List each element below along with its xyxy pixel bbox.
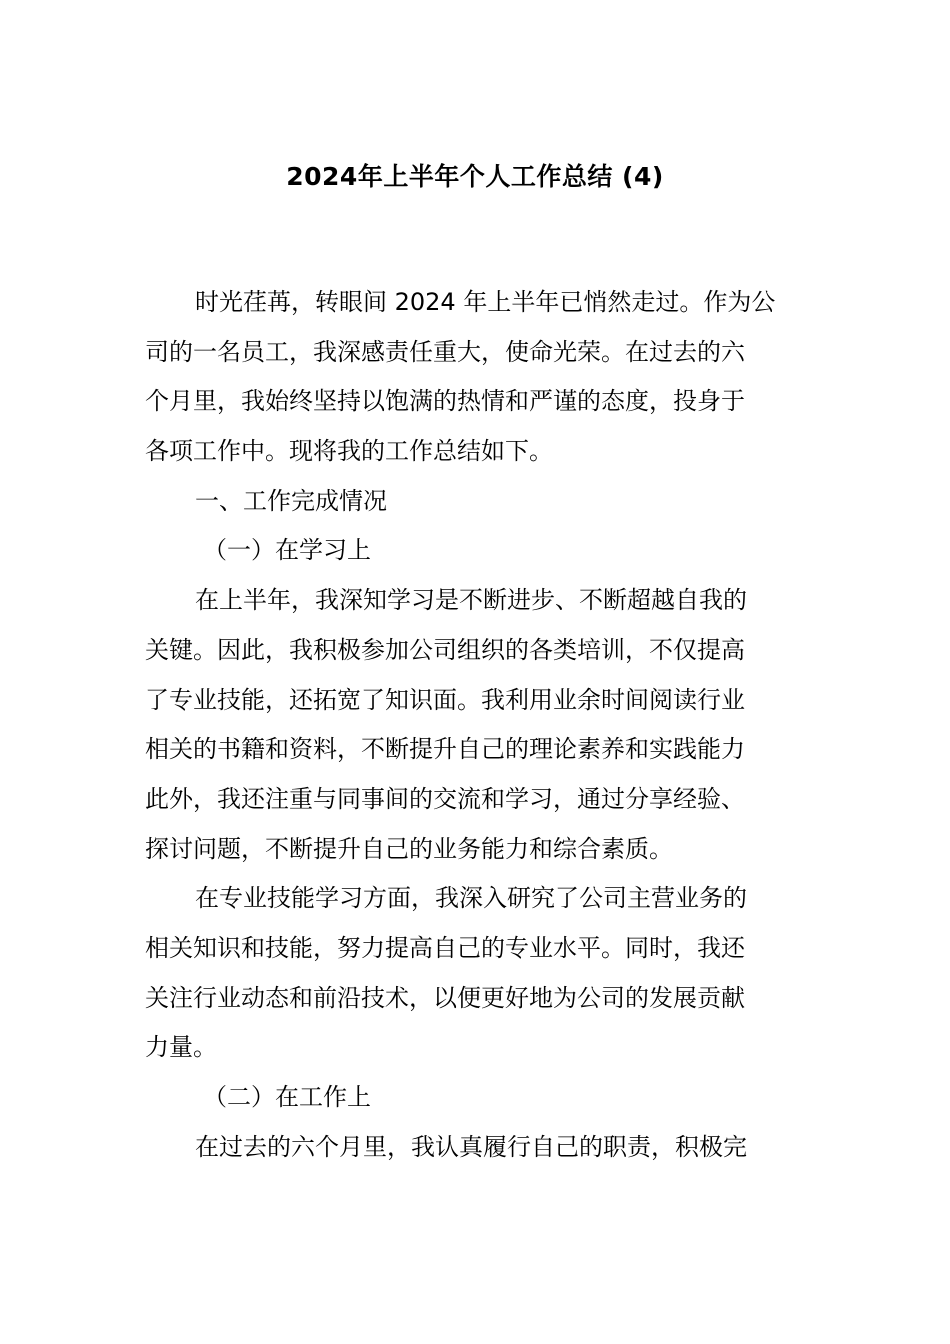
section-heading: 一、工作完成情况 [195, 486, 387, 515]
paragraph-line: 在专业技能学习方面，我深入研究了公司主营业务的 [195, 884, 747, 913]
paragraph-line: 了专业技能，还拓宽了知识面。我利用业余时间阅读行业 [145, 685, 745, 714]
paragraph-line: 各项工作中。现将我的工作总结如下。 [145, 437, 553, 466]
paragraph-line: 司的一名员工，我深感责任重大，使命光荣。在过去的六 [145, 337, 745, 366]
paragraph-line: 关键。因此，我积极参加公司组织的各类培训，不仅提高 [145, 635, 745, 664]
paragraph-line: 相关知识和技能，努力提高自己的专业水平。同时，我还 [145, 933, 745, 962]
subsection-heading: （一）在学习上 [203, 536, 371, 565]
document-title: 2024年上半年个人工作总结 (4) [286, 162, 664, 191]
document-body [145, 278, 809, 1172]
paragraph-line: 关注行业动态和前沿技术，以便更好地为公司的发展贡献 [145, 983, 745, 1012]
paragraph-line: 个月里，我始终坚持以饱满的热情和严谨的态度，投身于 [145, 387, 745, 416]
paragraph-line: 探讨问题，不断提升自己的业务能力和综合素质。 [145, 834, 673, 863]
paragraph-line: 时光荏苒，转眼间 2024 年上半年已悄然走过。作为公 [195, 288, 776, 316]
subsection-heading: （二）在工作上 [203, 1083, 371, 1111]
paragraph-line: 在过去的六个月里，我认真履行自己的职责，积极完 [195, 1132, 747, 1161]
paragraph-line: 相关的书籍和资料，不断提升自己的理论素养和实践能力 [145, 735, 745, 764]
paragraph-line: 力量。 [145, 1033, 217, 1062]
paragraph-line: 此外，我还注重与同事间的交流和学习，通过分享经验、 [145, 784, 745, 813]
paragraph-line: 在上半年，我深知学习是不断进步、不断超越自我的 [195, 586, 747, 615]
